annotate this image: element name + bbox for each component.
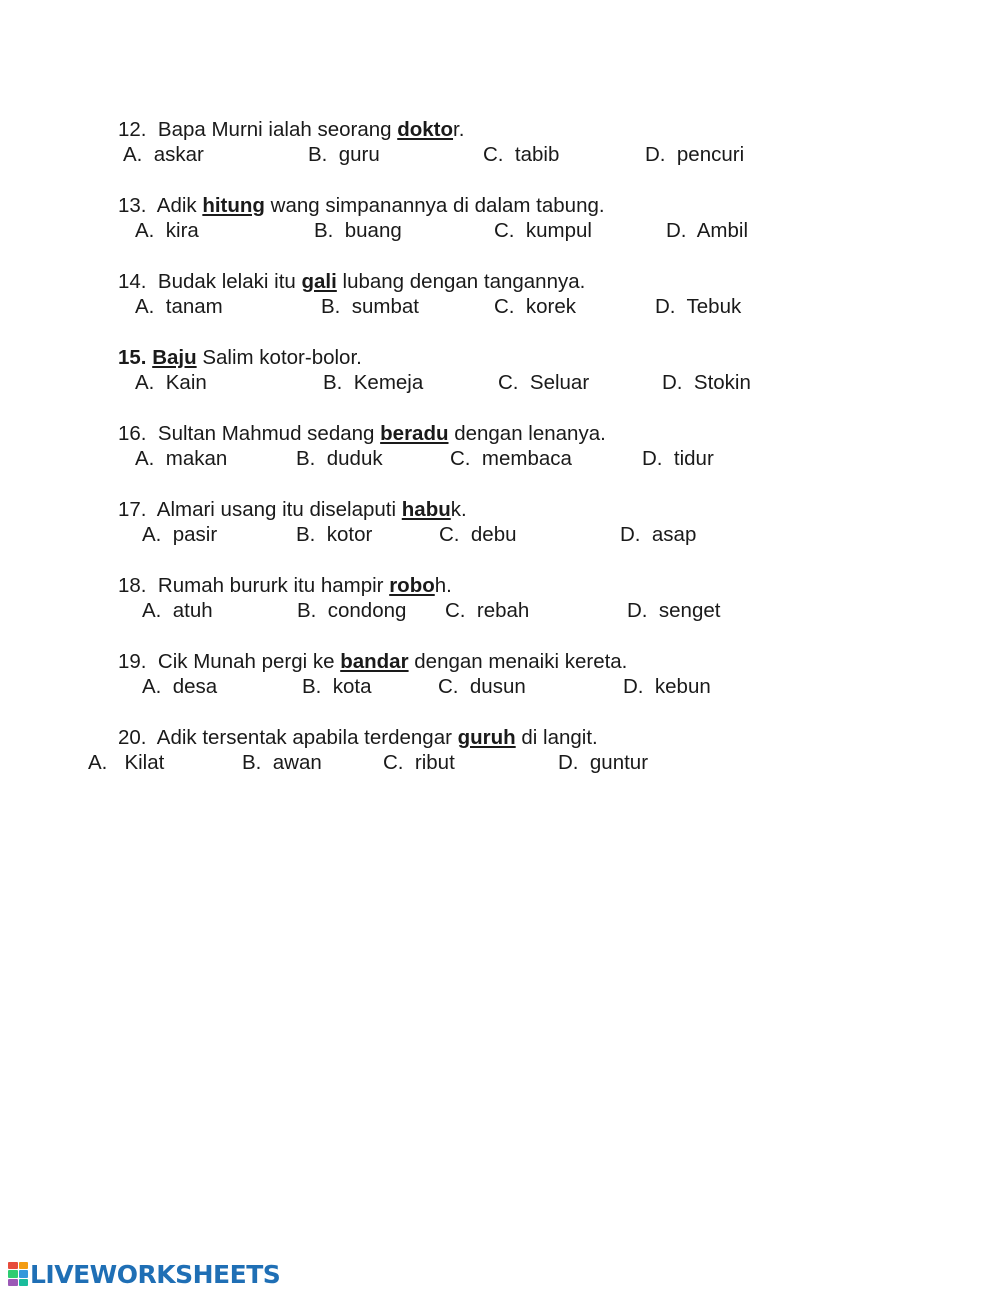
question-text-after: di langit. xyxy=(515,726,598,749)
question-number: 13. xyxy=(118,194,147,217)
answer-option-a[interactable]: A. pasir xyxy=(142,523,218,546)
answer-option-c[interactable]: C. Seluar xyxy=(498,371,590,394)
question-keyword: dokto xyxy=(397,118,454,141)
question-text-after: r. xyxy=(453,118,465,141)
question-18 xyxy=(118,574,452,598)
logo-blocks-icon xyxy=(8,1262,28,1286)
question-keyword: habu xyxy=(401,498,451,521)
answer-option-d[interactable]: D. Stokin xyxy=(662,371,751,394)
answer-option-c[interactable]: C. membaca xyxy=(450,447,572,470)
answer-option-a[interactable]: A. makan xyxy=(135,447,228,470)
question-17 xyxy=(118,498,467,522)
question-20 xyxy=(118,726,598,750)
answer-option-b[interactable]: B. awan xyxy=(242,751,322,774)
answer-option-c[interactable]: C. korek xyxy=(494,295,577,318)
question-keyword: beradu xyxy=(380,422,449,445)
question-text-before: Sultan Mahmud sedang xyxy=(157,422,381,445)
answer-option-b[interactable]: B. kota xyxy=(302,675,372,698)
question-keyword: guruh xyxy=(457,726,516,749)
question-text-after: h. xyxy=(434,574,452,597)
question-text-before: Rumah bururk itu hampir xyxy=(157,574,390,597)
answer-option-c[interactable]: C. ribut xyxy=(383,751,455,774)
answer-option-b[interactable]: B. kotor xyxy=(296,523,373,546)
question-keyword: bandar xyxy=(340,650,409,673)
question-14 xyxy=(118,270,585,294)
question-number: 18. xyxy=(118,574,147,597)
question-number: 16. xyxy=(118,422,147,445)
question-number: 12. xyxy=(118,118,147,141)
question-16 xyxy=(118,422,606,446)
question-19 xyxy=(118,650,627,674)
answer-option-a[interactable]: A. tanam xyxy=(135,295,223,318)
question-text-before: Bapa Murni ialah seorang xyxy=(157,118,398,141)
liveworksheets-logo xyxy=(8,1260,280,1288)
answer-option-a[interactable]: A. atuh xyxy=(142,599,213,622)
question-number: 15. xyxy=(118,346,147,369)
answer-option-d[interactable]: D. tidur xyxy=(642,447,714,470)
answer-option-c[interactable]: C. kumpul xyxy=(494,219,592,242)
question-text-after: dengan menaiki kereta. xyxy=(408,650,628,673)
answer-option-c[interactable]: C. debu xyxy=(439,523,517,546)
question-number: 14. xyxy=(118,270,147,293)
answer-option-a[interactable]: A. Kilat xyxy=(88,751,165,774)
answer-option-a[interactable]: A. desa xyxy=(142,675,218,698)
answer-option-a[interactable]: A. kira xyxy=(135,219,199,242)
answer-option-b[interactable]: B. sumbat xyxy=(321,295,419,318)
question-text-before: Adik tersentak apabila terdengar xyxy=(156,726,458,749)
question-keyword: Baju xyxy=(152,346,197,369)
question-text-before: Almari usang itu diselaputi xyxy=(156,498,402,521)
question-12 xyxy=(118,118,464,142)
question-keyword: robo xyxy=(389,574,435,597)
answer-option-c[interactable]: C. rebah xyxy=(445,599,530,622)
answer-option-b[interactable]: B. buang xyxy=(314,219,402,242)
question-text-after: wang simpanannya di dalam tabung. xyxy=(264,194,605,217)
question-text-after: Salim kotor-bolor. xyxy=(196,346,362,369)
answer-option-c[interactable]: C. tabib xyxy=(483,143,560,166)
answer-option-a[interactable]: A. Kain xyxy=(135,371,207,394)
answer-option-b[interactable]: B. Kemeja xyxy=(323,371,424,394)
answer-option-d[interactable]: D. asap xyxy=(620,523,697,546)
answer-option-d[interactable]: D. senget xyxy=(627,599,721,622)
question-number: 17. xyxy=(118,498,147,521)
question-text-before: Cik Munah pergi ke xyxy=(157,650,341,673)
answer-option-c[interactable]: C. dusun xyxy=(438,675,526,698)
question-keyword: hitung xyxy=(202,194,265,217)
answer-option-d[interactable]: D. Tebuk xyxy=(655,295,742,318)
question-number: 20. xyxy=(118,726,147,749)
answer-option-d[interactable]: D. kebun xyxy=(623,675,711,698)
question-text-before: Adik xyxy=(156,194,203,217)
question-keyword: gali xyxy=(301,270,337,293)
answer-option-d[interactable]: D. guntur xyxy=(558,751,649,774)
logo-text: LIVEWORKSHEETS xyxy=(30,1259,281,1289)
question-number: 19. xyxy=(118,650,147,673)
question-13 xyxy=(118,194,605,218)
answer-option-b[interactable]: B. guru xyxy=(308,143,380,166)
question-text-after: lubang dengan tangannya. xyxy=(336,270,586,293)
question-15 xyxy=(118,346,362,370)
answer-option-d[interactable]: D. pencuri xyxy=(645,143,745,166)
question-text-after: dengan lenanya. xyxy=(448,422,606,445)
answer-option-d[interactable]: D. Ambil xyxy=(666,219,749,242)
question-text-after: k. xyxy=(450,498,467,521)
answer-option-b[interactable]: B. duduk xyxy=(296,447,383,470)
answer-option-b[interactable]: B. condong xyxy=(297,599,407,622)
answer-option-a[interactable]: A. askar xyxy=(123,143,204,166)
question-text-before: Budak lelaki itu xyxy=(157,270,302,293)
